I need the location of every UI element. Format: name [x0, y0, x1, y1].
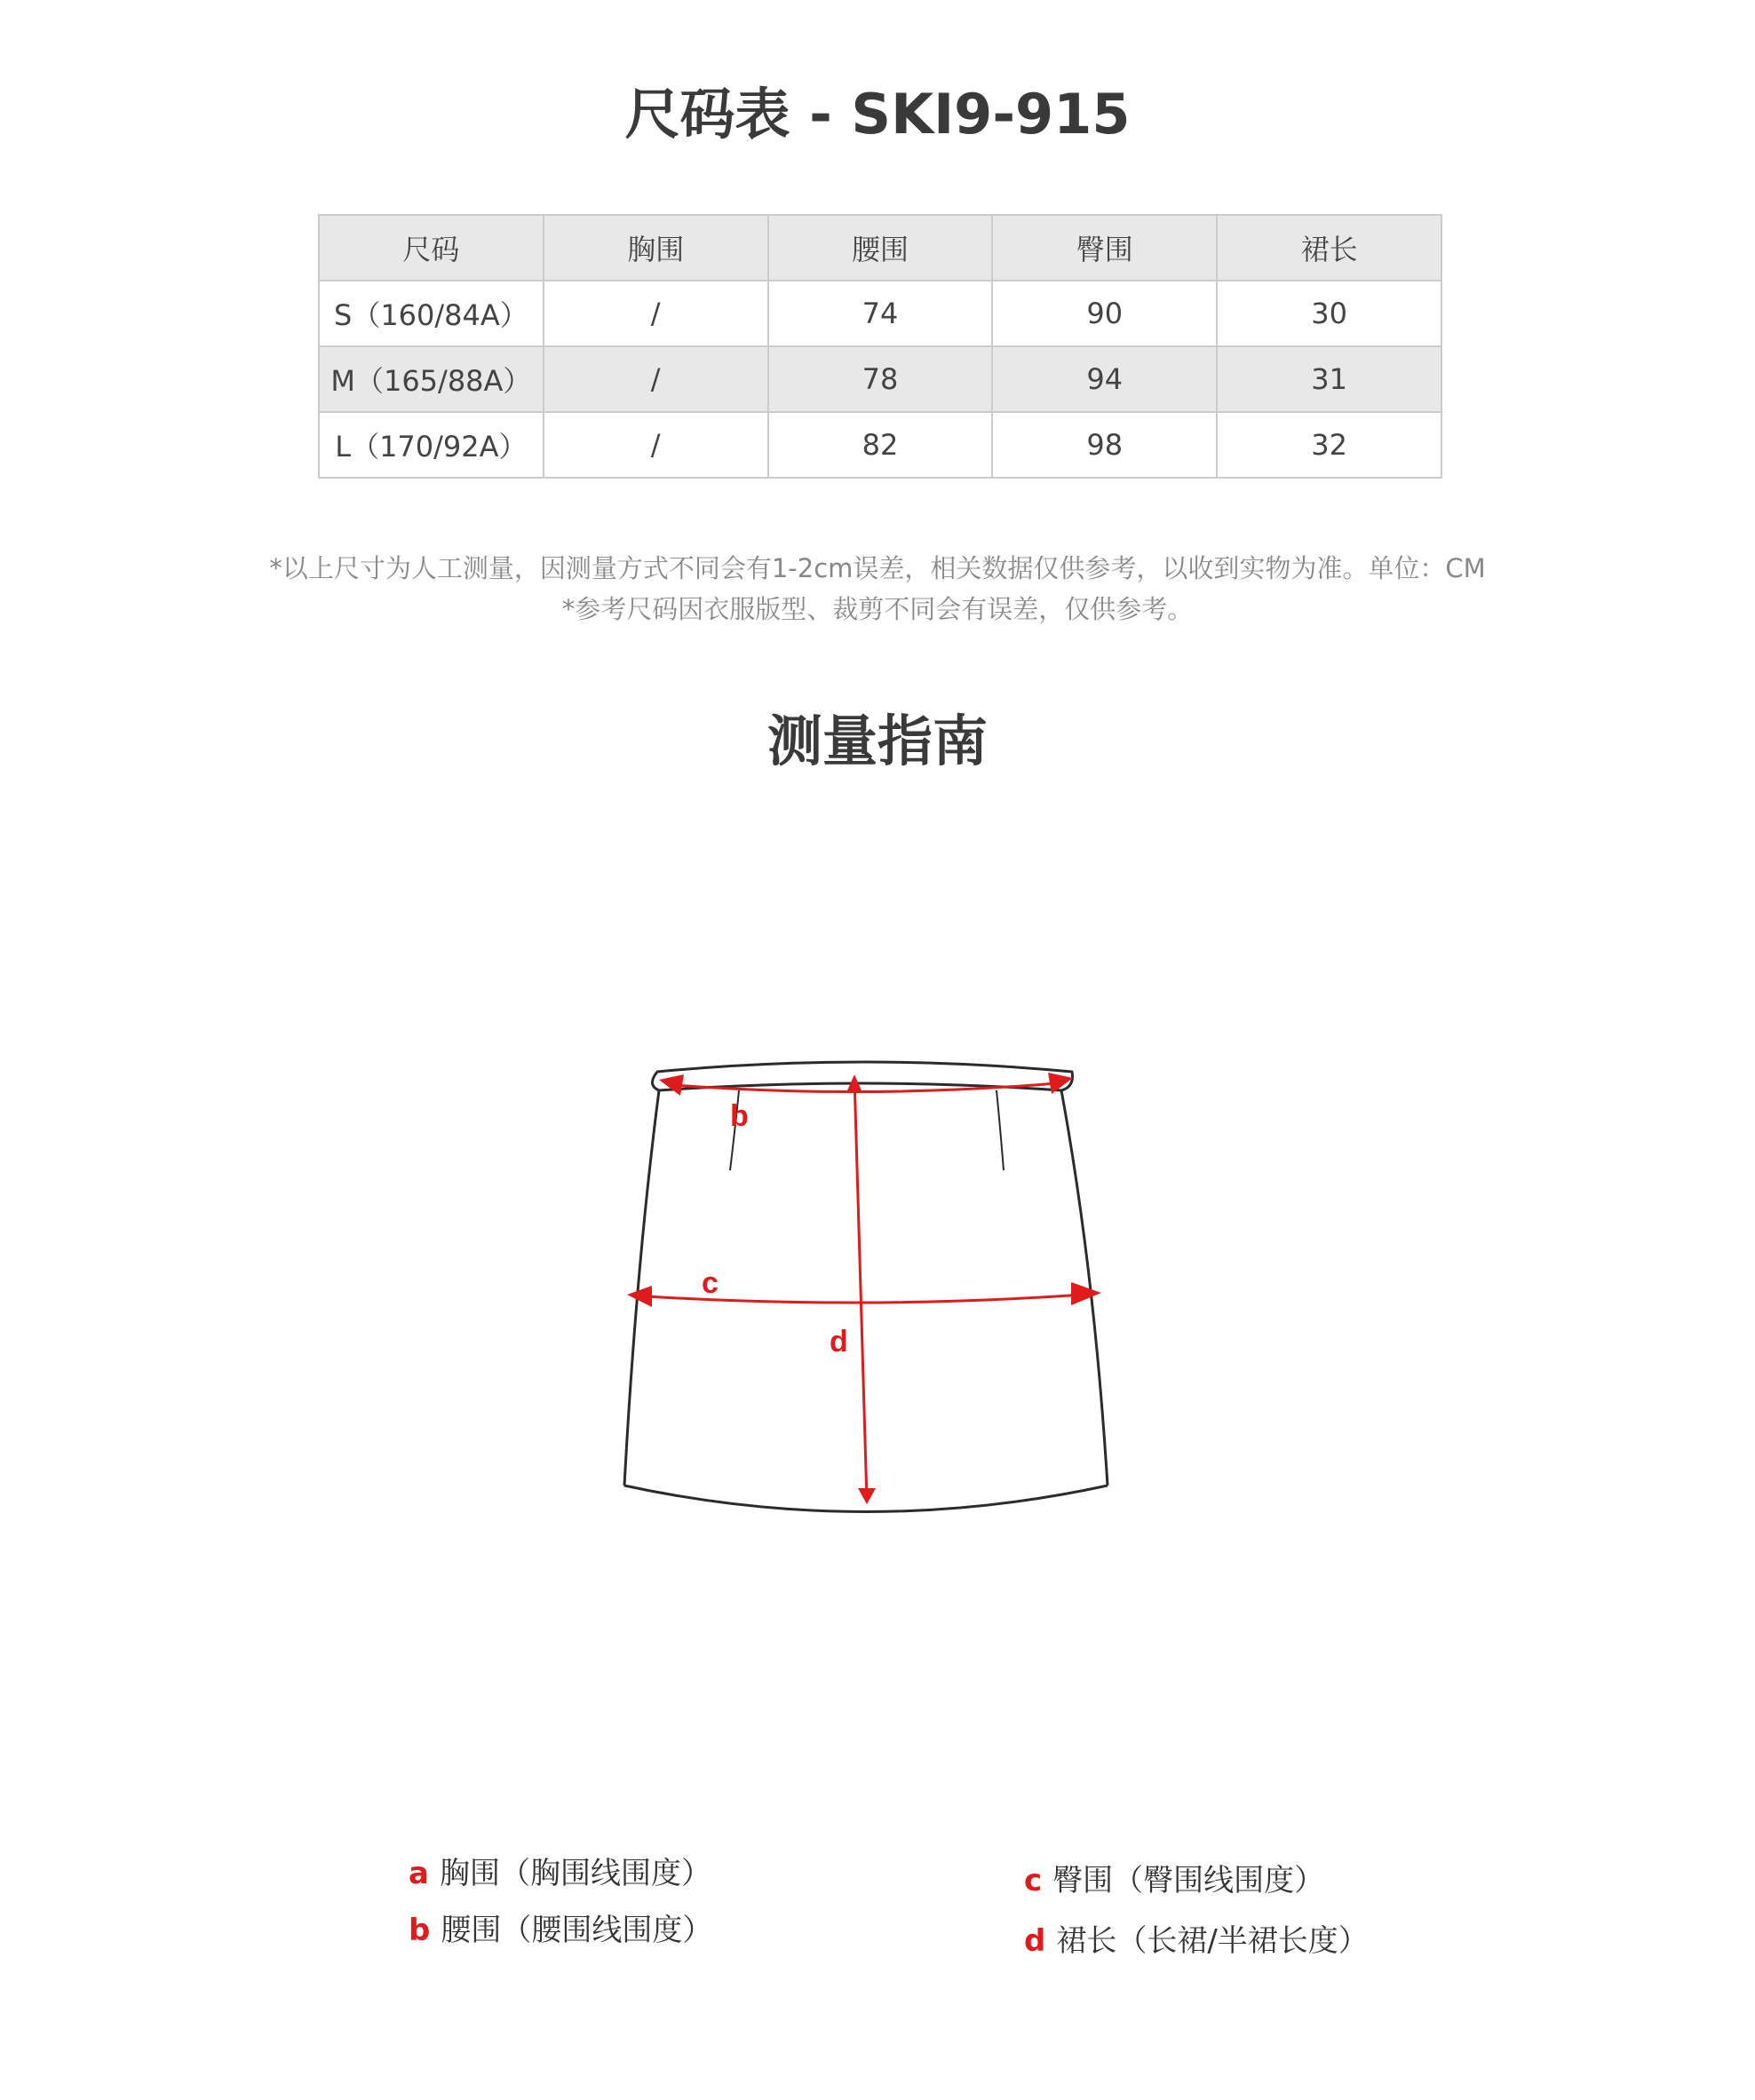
header-size: 尺码 — [319, 215, 544, 281]
cell-hip: 94 — [992, 346, 1217, 412]
cell-size: S（160/84A） — [319, 281, 544, 346]
cell-hip: 90 — [992, 281, 1217, 346]
legend-text: 胸围（胸围线围度） — [439, 1856, 711, 1891]
guide-title: 测量指南 — [766, 709, 988, 773]
cell-bust: / — [544, 281, 768, 346]
label-d: d — [830, 1325, 848, 1359]
cell-waist: 82 — [768, 412, 993, 478]
cell-length: 31 — [1217, 346, 1441, 412]
legend-key: d — [1024, 1923, 1046, 1959]
header-hip: 臀围 — [992, 215, 1217, 281]
cell-hip: 98 — [992, 412, 1217, 478]
skirt-dart-right — [997, 1090, 1004, 1170]
legend-text: 臀围（臀围线围度） — [1052, 1863, 1325, 1898]
header-length: 裙长 — [1217, 215, 1441, 281]
cell-length: 30 — [1217, 281, 1441, 346]
cell-size: L（170/92A） — [319, 412, 544, 478]
cell-length: 32 — [1217, 412, 1441, 478]
hip-arrow-left — [627, 1286, 652, 1307]
page-title: 尺码表 - SKI9-915 — [624, 82, 1131, 147]
legend-hip — [1024, 1859, 1324, 1902]
size-reference-note: *参考尺码因衣服版型、裁剪不同会有误差，仅供参考。 — [561, 594, 1194, 624]
measurement-note: *以上尺寸为人工测量，因测量方式不同会有1-2cm误差，相关数据仅供参考，以收到实物为准。单位：CM — [269, 553, 1486, 583]
length-arrow-bottom — [858, 1488, 876, 1504]
cell-bust: / — [544, 346, 768, 412]
legend-key: b — [409, 1913, 431, 1948]
legend-key: a — [409, 1856, 429, 1891]
cell-waist: 74 — [768, 281, 993, 346]
label-c: c — [702, 1266, 719, 1300]
legend-text: 腰围（腰围线围度） — [441, 1913, 713, 1948]
cell-waist: 78 — [768, 346, 993, 412]
legend-key: c — [1024, 1863, 1043, 1898]
hip-arrow-right — [1071, 1282, 1101, 1305]
cell-size: M（165/88A） — [319, 346, 544, 412]
waist-arrow-left — [659, 1074, 684, 1096]
header-waist: 腰围 — [768, 215, 993, 281]
legend-bust — [409, 1852, 711, 1895]
length-line — [854, 1077, 867, 1501]
legend-waist — [409, 1909, 712, 1952]
cell-bust: / — [544, 412, 768, 478]
legend-length — [1024, 1920, 1369, 1962]
label-b: b — [730, 1099, 749, 1133]
header-bust: 胸围 — [544, 215, 768, 281]
legend-text: 裙长（长裙/半裙长度） — [1056, 1923, 1369, 1959]
